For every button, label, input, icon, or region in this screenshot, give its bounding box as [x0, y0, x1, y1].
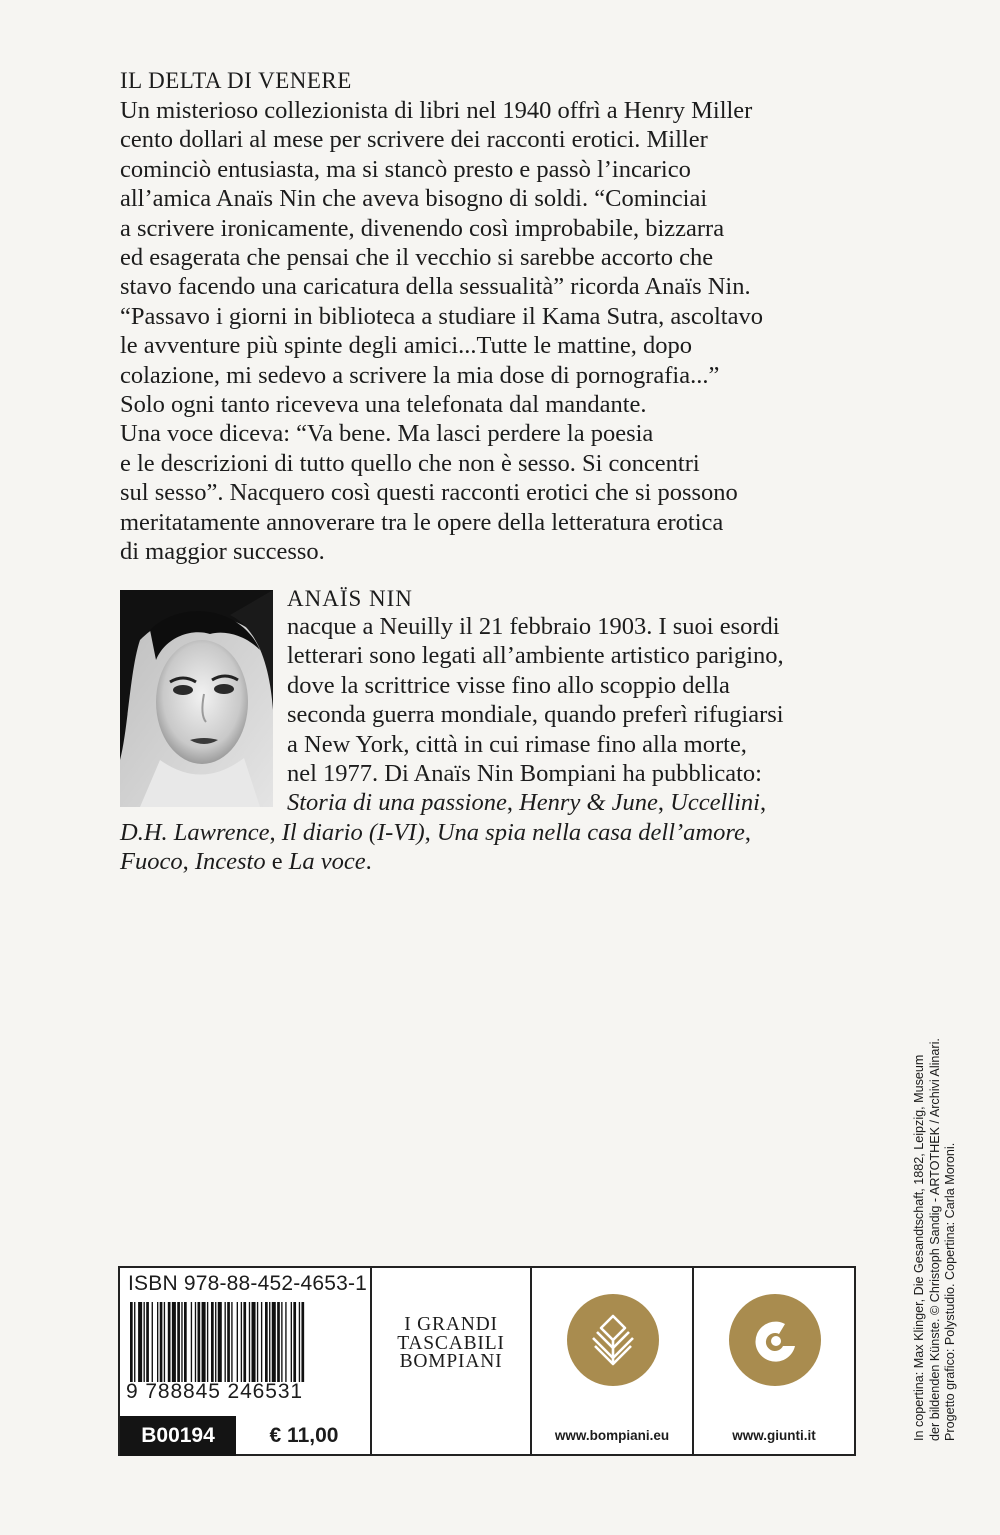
- author-bio: [120, 612, 880, 877]
- work-title: Storia di una passione: [287, 789, 507, 817]
- blurb-line: colazione, mi sedevo a scrivere la mia dose di pornografia...”: [120, 361, 720, 389]
- giunti-panel: [692, 1266, 856, 1456]
- barcode-icon: [130, 1302, 362, 1382]
- book-title: IL DELTA DI VENERE: [120, 68, 352, 93]
- series-panel: [370, 1266, 532, 1456]
- blurb-line: e le descrizioni di tutto quello che non è sesso. Si concentri: [120, 449, 700, 477]
- work-title: Henry & June: [519, 789, 658, 817]
- blurb-line: meritatamente annoverare tra le opere della letteratura erotica: [120, 508, 724, 536]
- separator: ,: [182, 848, 195, 876]
- blurb-line: di maggior successo.: [120, 538, 325, 566]
- separator: e: [265, 848, 289, 876]
- separator: ,: [744, 818, 752, 846]
- work-title: Uccellini: [670, 789, 760, 817]
- blurb-text: [120, 96, 880, 567]
- bio-line: nacque a Neuilly il 21 febbraio 1903. I suoi esordi: [287, 613, 780, 640]
- blurb-line: Un misterioso collezionista di libri nel 1940 offrì a Henry Miller: [120, 97, 753, 124]
- author-name: ANAÏS NIN: [287, 586, 413, 611]
- work-title: Una spia nella casa dell’amore: [436, 818, 745, 846]
- series-line: BOMPIANI: [399, 1351, 503, 1372]
- series-name: [372, 1316, 530, 1372]
- blurb-line: stavo facendo una caricatura della sessualità” ricorda Anaïs Nin.: [120, 273, 751, 301]
- blurb-line: le avventure più spinte degli amici...Tutte le mattine, dopo: [120, 332, 693, 360]
- blurb-line: Solo ogni tanto riceveva una telefonata dal mandante.: [120, 391, 647, 419]
- barcode-digits: 9 788845 246531: [126, 1380, 303, 1403]
- credit-line: der bildenden Künste. © Christoph Sandig - ARTOTHEK / Archivi Alinari.: [927, 1038, 942, 1441]
- bio-line: dove la scrittrice visse fino allo scoppio della: [287, 671, 730, 699]
- separator: ,: [759, 789, 767, 817]
- bio-works-line: [120, 847, 880, 876]
- blurb-line: Una voce diceva: “Va bene. Ma lasci perdere la poesia: [120, 420, 654, 448]
- blurb-line: ed esagerata che pensai che il vecchio si sarebbe accorto che: [120, 244, 714, 272]
- credit-line: In copertina: Max Klinger, Die Gesandtschaft, 1882, Leipzig, Museum: [912, 1054, 926, 1441]
- cover-credits: [912, 1021, 959, 1441]
- bio-line: letterari sono legati all’ambiente artistico parigino,: [287, 642, 784, 670]
- bio-line: seconda guerra mondiale, quando preferì rifugiarsi: [287, 701, 784, 729]
- bio-works-line: [120, 788, 880, 817]
- separator: ,: [506, 789, 520, 817]
- separator: ,: [269, 818, 282, 846]
- series-line: I GRANDI: [404, 1314, 498, 1335]
- work-title: Fuoco: [120, 848, 183, 876]
- separator: .: [365, 848, 372, 876]
- blurb-line: cominciò entusiasta, ma si stancò presto e passò l’incarico: [120, 155, 691, 183]
- work-title: Incesto: [194, 848, 266, 876]
- giunti-url: www.giunti.it: [732, 1428, 816, 1443]
- separator: ,: [657, 789, 671, 817]
- bio-line: nel 1977. Di Anaïs Nin Bompiani ha pubblicato:: [287, 760, 762, 788]
- barcode-box: [118, 1266, 372, 1456]
- giunti-logo-icon: [729, 1294, 821, 1386]
- credit-line: Progetto grafico: Polystudio. Copertina: Carla Moroni.: [943, 1142, 957, 1441]
- separator: ,: [424, 818, 437, 846]
- work-title: Il diario (I-VI): [281, 818, 425, 846]
- blurb-line: sul sesso”. Nacquero così questi racconti erotici che si possono: [120, 479, 738, 507]
- isbn-label: ISBN 978-88-452-4653-1: [128, 1272, 368, 1295]
- bio-line: a New York, città in cui rimase fino alla morte,: [287, 730, 747, 758]
- series-line: TASCABILI: [397, 1332, 505, 1354]
- blurb-line: a scrivere ironicamente, divenendo così improbabile, bizzarra: [120, 214, 725, 242]
- catalog-code: B00194: [120, 1416, 236, 1456]
- work-title: La voce: [288, 848, 366, 876]
- blurb-line: cento dollari al mese per scrivere dei racconti erotici. Miller: [120, 126, 708, 154]
- bompiani-panel: [530, 1266, 694, 1456]
- bompiani-url: www.bompiani.eu: [554, 1428, 670, 1443]
- blurb-line: “Passavo i giorni in biblioteca a studiare il Kama Sutra, ascoltavo: [120, 302, 763, 330]
- bio-works-line: [120, 818, 880, 847]
- blurb-line: all’amica Anaïs Nin che aveva bisogno di soldi. “Cominciai: [120, 185, 708, 213]
- bompiani-logo-icon: [567, 1294, 659, 1386]
- work-title: D.H. Lawrence: [120, 818, 270, 846]
- price: € 11,00: [269, 1424, 339, 1447]
